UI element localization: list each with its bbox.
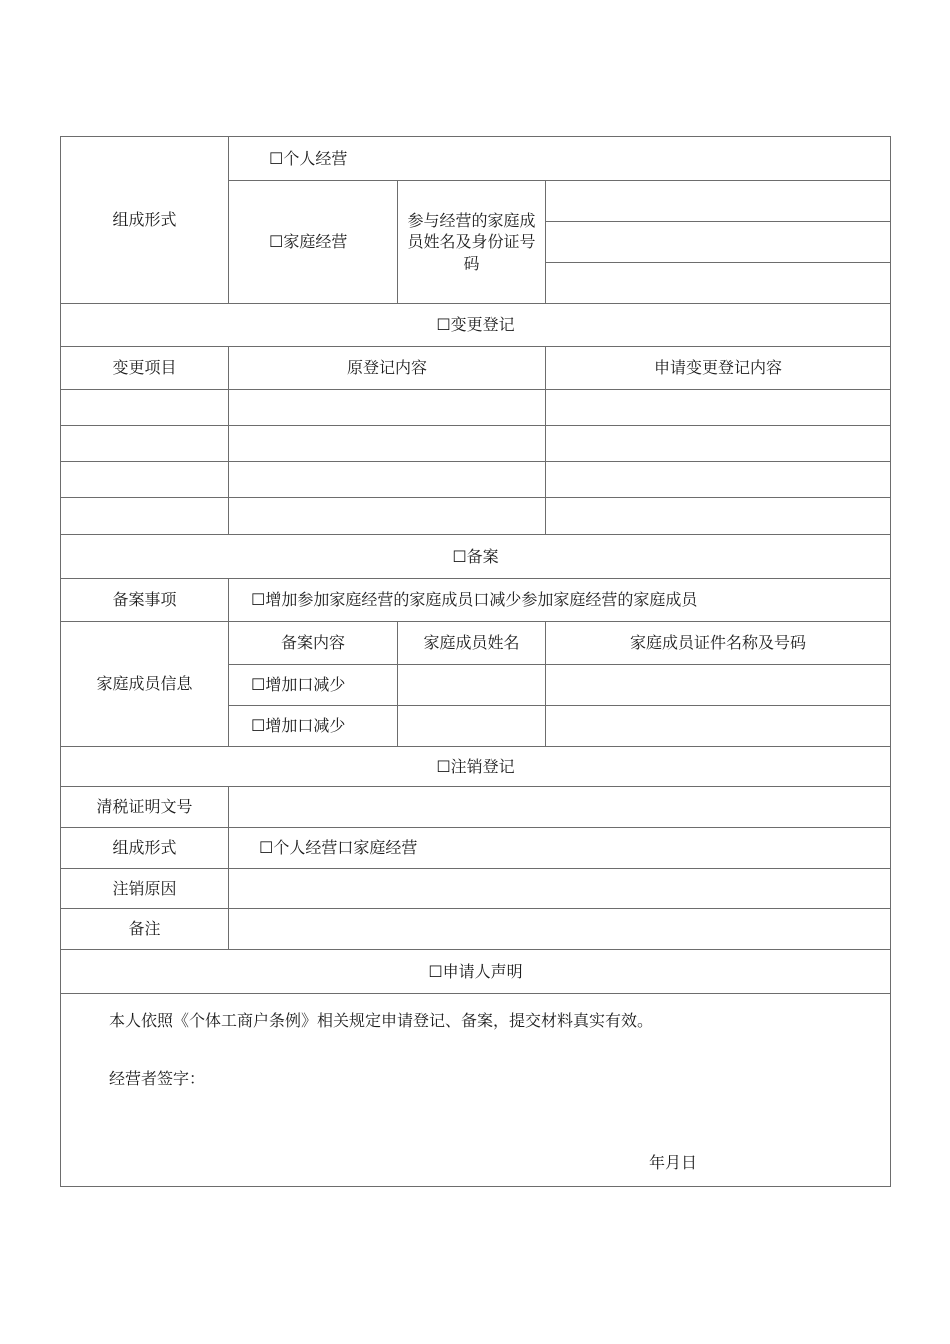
change-new-cell[interactable] bbox=[546, 498, 891, 535]
family-members-label: 参与经营的家庭成员姓名及身份证号码 bbox=[398, 181, 546, 304]
filing-header-name: 家庭成员姓名 bbox=[398, 622, 546, 665]
cancel-form-label: 组成形式 bbox=[61, 828, 229, 869]
change-original-cell[interactable] bbox=[229, 462, 546, 498]
filing-content-option[interactable]: ☐增加口减少 bbox=[229, 665, 398, 706]
declaration-title[interactable]: ☐申请人声明 bbox=[61, 950, 891, 994]
change-original-cell[interactable] bbox=[229, 390, 546, 426]
change-item-cell[interactable] bbox=[61, 426, 229, 462]
change-original-cell[interactable] bbox=[229, 498, 546, 535]
cancel-form-options[interactable]: ☐个人经营口家庭经营 bbox=[229, 828, 891, 869]
family-member-field[interactable] bbox=[546, 222, 891, 263]
change-item-cell[interactable] bbox=[61, 390, 229, 426]
cancel-reason-field[interactable] bbox=[229, 869, 891, 909]
change-header-original: 原登记内容 bbox=[229, 347, 546, 390]
filing-matter-label: 备案事项 bbox=[61, 579, 229, 622]
family-member-field[interactable] bbox=[546, 181, 891, 222]
remark-field[interactable] bbox=[229, 909, 891, 950]
change-header-new: 申请变更登记内容 bbox=[546, 347, 891, 390]
signature-label[interactable]: 经营者签字： bbox=[109, 1069, 206, 1088]
filing-header-id: 家庭成员证件名称及号码 bbox=[546, 622, 891, 665]
change-original-cell[interactable] bbox=[229, 426, 546, 462]
individual-option[interactable]: ☐个人经营 bbox=[229, 137, 891, 181]
change-registration-title[interactable]: ☐变更登记 bbox=[61, 304, 891, 347]
change-item-cell[interactable] bbox=[61, 462, 229, 498]
family-member-field[interactable] bbox=[546, 263, 891, 304]
filing-title[interactable]: ☐备案 bbox=[61, 535, 891, 579]
tax-clearance-label: 清税证明文号 bbox=[61, 787, 229, 828]
date-label[interactable]: 年月日 bbox=[649, 1153, 698, 1172]
composition-label: 组成形式 bbox=[61, 137, 229, 304]
change-new-cell[interactable] bbox=[546, 390, 891, 426]
change-header-item: 变更项目 bbox=[61, 347, 229, 390]
declaration-statement: 本人依照《个体工商户条例》相关规定申请登记、备案，提交材料真实有效。 bbox=[109, 1011, 654, 1030]
filing-member-name[interactable] bbox=[398, 665, 546, 706]
declaration-body bbox=[61, 994, 891, 1187]
filing-member-name[interactable] bbox=[398, 706, 546, 747]
change-item-cell[interactable] bbox=[61, 498, 229, 535]
filing-content-option[interactable]: ☐增加口减少 bbox=[229, 706, 398, 747]
tax-clearance-field[interactable] bbox=[229, 787, 891, 828]
cancel-reason-label: 注销原因 bbox=[61, 869, 229, 909]
change-new-cell[interactable] bbox=[546, 462, 891, 498]
remark-label: 备注 bbox=[61, 909, 229, 950]
filing-header-content: 备案内容 bbox=[229, 622, 398, 665]
filing-matter-options[interactable]: ☐增加参加家庭经营的家庭成员口减少参加家庭经营的家庭成员 bbox=[229, 579, 891, 622]
family-members-info-label: 家庭成员信息 bbox=[61, 622, 229, 747]
filing-member-id[interactable] bbox=[546, 665, 891, 706]
filing-member-id[interactable] bbox=[546, 706, 891, 747]
family-option[interactable]: ☐家庭经营 bbox=[229, 181, 398, 304]
application-form bbox=[60, 136, 891, 1187]
change-new-cell[interactable] bbox=[546, 426, 891, 462]
cancel-registration-title[interactable]: ☐注销登记 bbox=[61, 747, 891, 787]
